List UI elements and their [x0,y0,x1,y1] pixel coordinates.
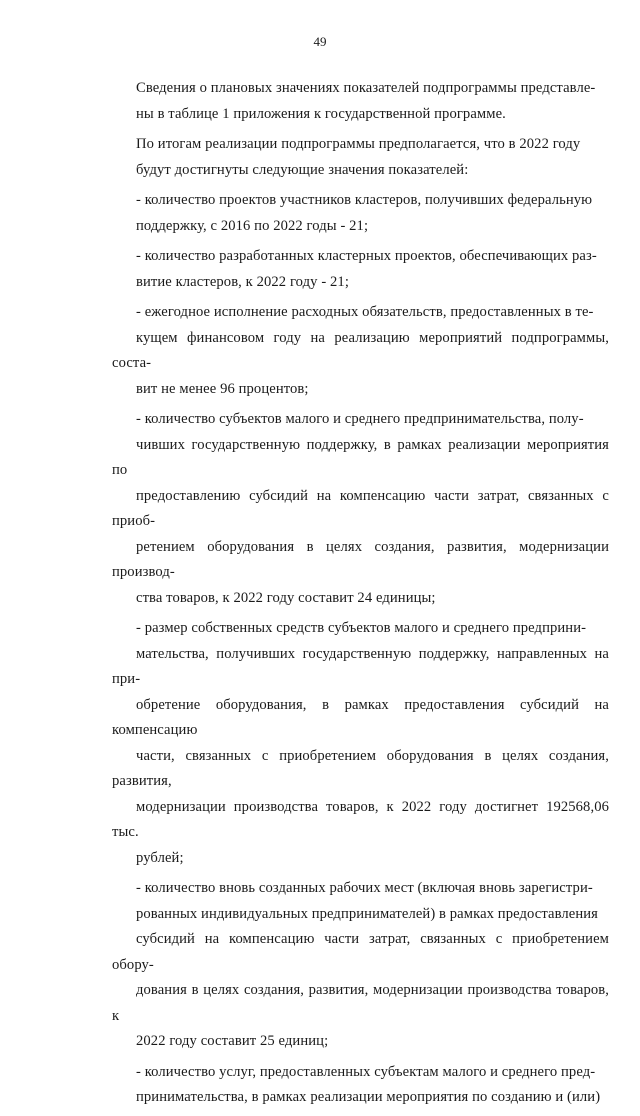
text-line: - количество услуг, предоставленных субъектам малого и среднего пред- [136,1063,596,1080]
text-line: рублей; [136,849,184,866]
paragraph-intro [112,76,609,127]
text-line: - размер собственных средств субъектов малого и среднего предприни- [136,620,587,636]
text-line: - ежегодное исполнение расходных обязательств, предоставленных в те- [136,304,594,320]
text-line: модернизации производства товаров, к 2022 году достигнет 192568,06 тыс. [112,798,609,840]
text-line: кущем финансовом году на реализацию мероприятий подпрограммы, соста- [112,329,609,371]
indicator-item [112,616,609,871]
text-line: ны в таблице 1 приложения к государственной программе. [136,105,506,122]
text-line: Сведения о плановых значениях показателей подпрограммы представле- [136,80,596,96]
text-line: - количество субъектов малого и среднего предпринимательства, полу- [136,411,584,427]
text-line: поддержку, с 2016 по 2022 годы - 21; [136,217,369,234]
text-line: ства товаров, к 2022 году составит 24 единицы; [136,589,436,606]
indicator-item [112,300,609,402]
indicator-item [112,876,609,1055]
paragraph-results [112,132,609,183]
text-line: обретение оборудования, в рамках предоставления субсидий на компенсацию [112,696,609,738]
text-line: мательства, получивших государственную поддержку, направленных на при- [112,645,609,687]
page-number: 49 [313,34,327,49]
text-line: будут достигнуты следующие значения показателей: [136,161,469,178]
text-line: По итогам реализации подпрограммы предполагается, что в 2022 году [136,136,581,152]
text-line: рованных индивидуальных предпринимателей) в рамках предоставления [136,905,598,922]
text-line: чивших государственную поддержку, в рамках реализации мероприятия по [112,436,609,478]
document-body [112,76,609,1116]
text-line: - количество вновь созданных рабочих мест (включая вновь зарегистри- [136,880,593,896]
text-line: принимательства, в рамках реализации мероприятия по созданию и (или) [136,1089,601,1105]
text-line: витие кластеров, к 2022 году - 21; [136,273,349,290]
indicator-item [112,407,609,611]
indicator-item [112,1060,609,1111]
text-line: предоставлению субсидий на компенсацию части затрат, связанных с приоб- [112,487,609,529]
text-line: - количество проектов участников кластеров, получивших федеральную [136,192,593,208]
text-line: ретением оборудования в целях создания, развития, модернизации производ- [112,538,609,580]
text-line: части, связанных с приобретением оборудования в целях создания, развития, [112,747,609,789]
text-line: 2022 году составит 25 единиц; [136,1033,329,1049]
text-line: дования в целях создания, развития, модернизации производства товаров, к [112,982,609,1024]
text-line: - количество разработанных кластерных проектов, обеспечивающих раз- [136,248,597,264]
text-line: субсидий на компенсацию части затрат, связанных с приобретением обору- [112,931,609,973]
indicator-item [112,188,609,239]
text-line: вит не менее 96 процентов; [136,380,309,397]
indicator-item [112,244,609,295]
